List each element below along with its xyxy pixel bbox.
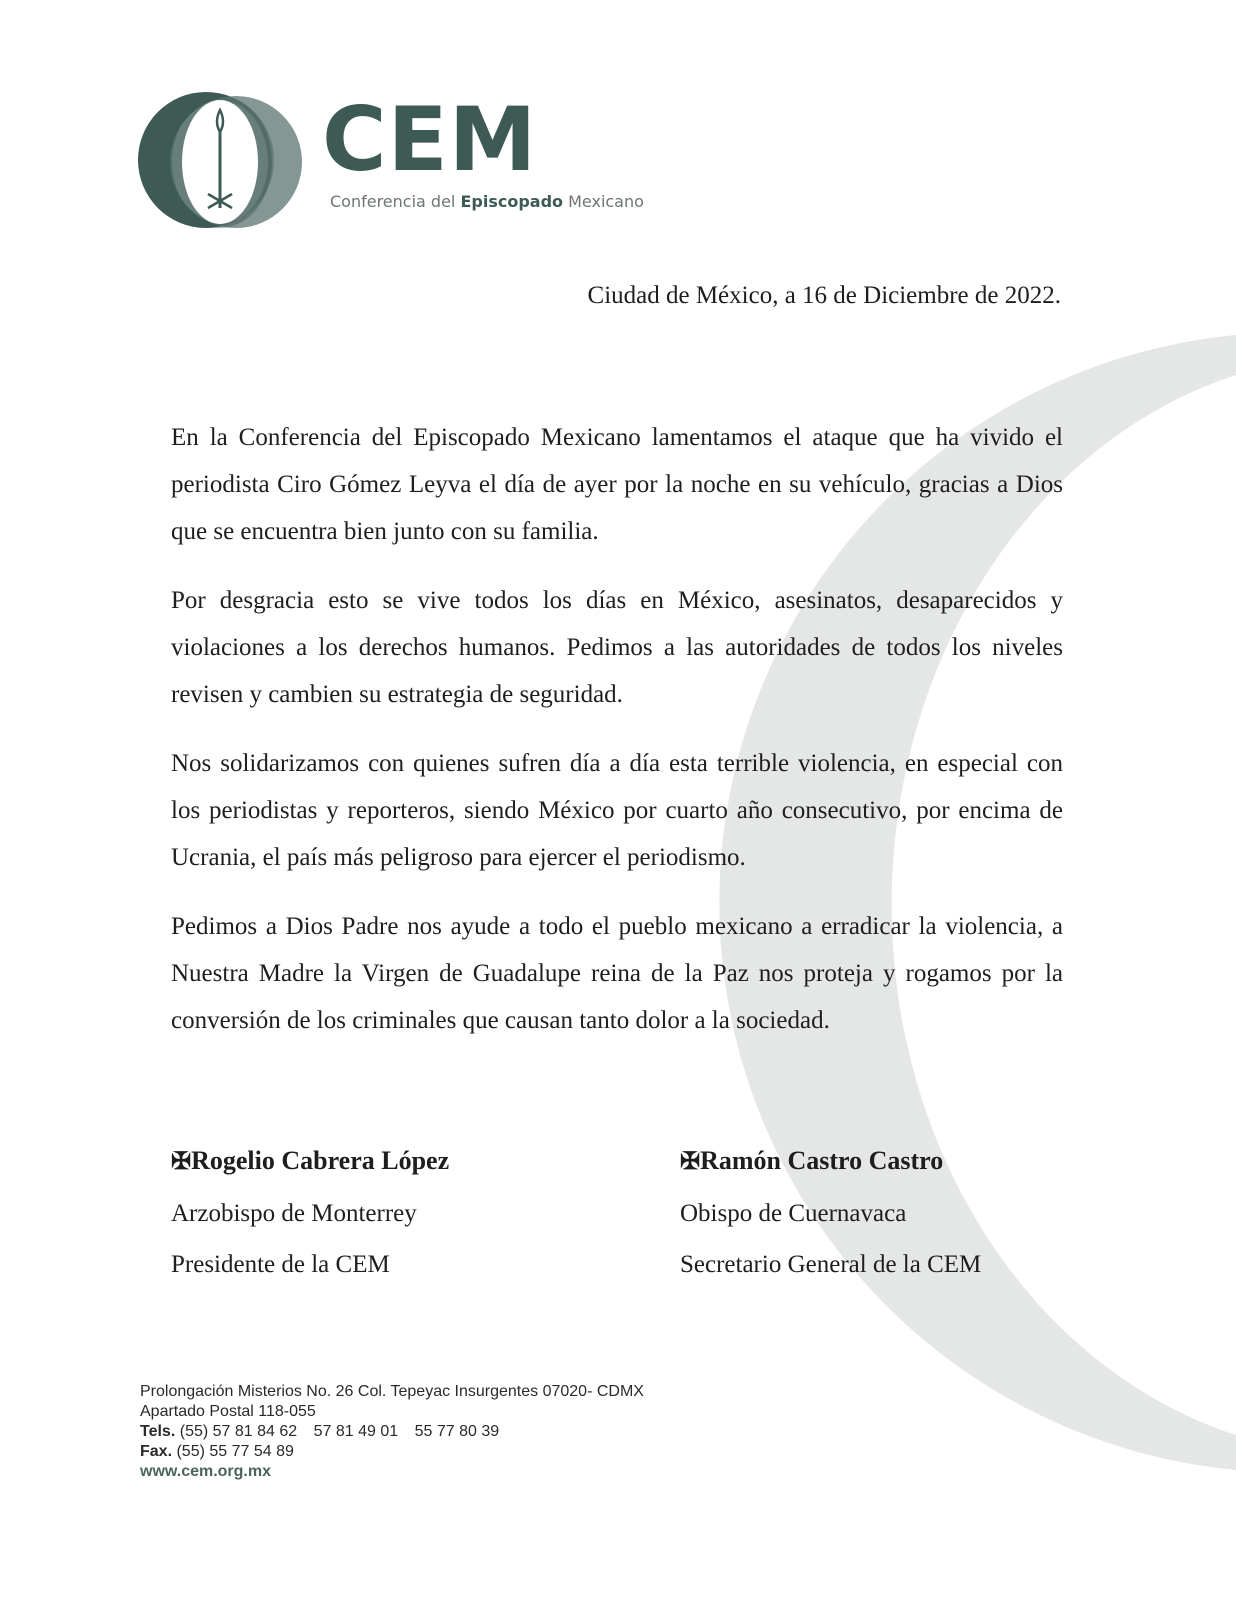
signer-name-text: Ramón Castro Castro xyxy=(700,1146,944,1175)
signer-name-text: Rogelio Cabrera López xyxy=(191,1146,450,1175)
logo-subtitle-post: Mexicano xyxy=(563,192,644,211)
logo-subtitle-pre: Conferencia del xyxy=(330,192,461,211)
paragraph-2: Por desgracia esto se vive todos los días en México, asesinatos, desaparecidos y violaciones a los derechos humanos. Pedimos a las autoridades de todos los niveles revisen y cambien su estrategia de seguridad. xyxy=(171,587,1063,708)
footer-contact xyxy=(140,1382,644,1482)
episcopal-cross-icon: ✠ xyxy=(680,1149,701,1175)
phone-2: 57 81 49 01 xyxy=(313,1423,399,1440)
phone-1: (55) 57 81 84 62 xyxy=(179,1423,298,1440)
logo-subtitle xyxy=(330,192,644,211)
signature-block-left xyxy=(171,1143,449,1290)
tels-label: Tels. xyxy=(140,1423,176,1440)
signer-role: Presidente de la CEM xyxy=(171,1251,390,1278)
letter-body xyxy=(171,414,1063,1066)
fax-number: (55) 55 77 54 89 xyxy=(176,1443,294,1460)
footer-po-box: Apartado Postal 118-055 xyxy=(140,1403,316,1420)
logo-wordmark: CEM xyxy=(322,88,538,191)
signature-block-right xyxy=(680,1143,981,1290)
signer-name xyxy=(680,1143,981,1180)
website-link[interactable]: www.cem.org.mx xyxy=(140,1463,271,1480)
paragraph-1: En la Conferencia del Episcopado Mexicano lamentamos el ataque que ha vivido el periodista Ciro Gómez Leyva el día de ayer por la noche en su vehículo, gracias a Dios que se encuentra bien junto con su familia. xyxy=(171,424,1063,545)
signer-title: Obispo de Cuernavaca xyxy=(680,1200,907,1227)
signer-role: Secretario General de la CEM xyxy=(680,1251,982,1278)
episcopal-cross-icon: ✠ xyxy=(171,1149,192,1175)
signer-title: Arzobispo de Monterrey xyxy=(171,1200,417,1227)
paragraph-4: Pedimos a Dios Padre nos ayude a todo el pueblo mexicano a erradicar la violencia, a Nuestra Madre la Virgen de Guadalupe reina de la Paz nos proteja y rogamos por la conversión de los criminales que causan tanto dolor a la sociedad. xyxy=(171,913,1063,1034)
date-line: Ciudad de México, a 16 de Diciembre de 2022. xyxy=(587,282,1061,309)
logo-subtitle-bold: Episcopado xyxy=(460,192,564,211)
footer-phones xyxy=(140,1422,644,1442)
phone-3: 55 77 80 39 xyxy=(414,1423,500,1440)
signer-name xyxy=(171,1143,449,1180)
cem-logo-icon xyxy=(136,80,306,248)
footer-fax xyxy=(140,1442,644,1462)
paragraph-3: Nos solidarizamos con quienes sufren día a día esta terrible violencia, en especial con los periodistas y reporteros, siendo México por cuarto año consecutivo, por encima de Ucrania, el país más peligroso para ejercer el periodismo. xyxy=(171,750,1063,871)
fax-label: Fax. xyxy=(140,1443,173,1460)
footer-address: Prolongación Misterios No. 26 Col. Tepeyac Insurgentes 07020- CDMX xyxy=(140,1383,644,1400)
